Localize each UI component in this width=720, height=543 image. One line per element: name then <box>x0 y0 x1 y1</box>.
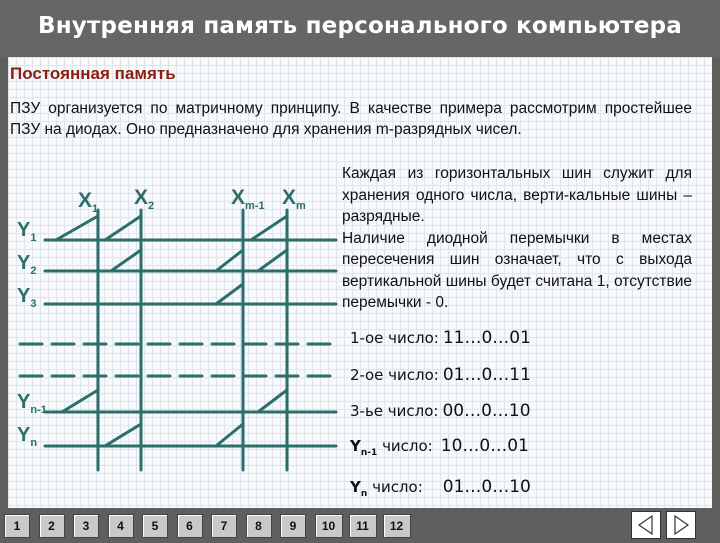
label-x2: $X_2$ <box>134 186 155 212</box>
label-yn: $Y_n$ <box>17 424 38 449</box>
diode <box>216 250 243 271</box>
nav-page-3[interactable]: 3 <box>73 514 99 538</box>
nav-page-11[interactable]: 11 <box>349 514 377 538</box>
diode <box>111 250 141 271</box>
number-label: число: <box>382 437 433 455</box>
number-label-sub: n-1 <box>360 448 378 458</box>
side-paragraph-1: Каждая из горизонтальных шин служит для хранения одного числа, верти-кальные шины – разрядные. <box>342 165 692 225</box>
rom-matrix-diagram <box>10 180 340 480</box>
nav-page-5[interactable]: 5 <box>142 514 168 538</box>
label-y2: $Y_2$ <box>17 252 37 277</box>
number-row-yn <box>350 477 531 499</box>
slide-nav <box>4 514 417 538</box>
number-row-yn-1 <box>350 436 529 458</box>
number-value: 01…0…11 <box>442 365 531 385</box>
number-value: 10…0…01 <box>440 436 529 456</box>
side-paragraph-2: Наличие диодной перемычки в местах пересечения шин означает, что с выхода вертикальной шины будет считана 1, отсутствие перемычки - 0. <box>342 229 692 311</box>
label-y1: $Y_1$ <box>17 219 37 244</box>
number-row-3 <box>350 401 531 421</box>
prev-slide-button[interactable] <box>631 511 661 539</box>
number-label: число: <box>372 478 423 496</box>
next-slide-button[interactable] <box>666 511 696 539</box>
diode <box>105 424 141 446</box>
label-xm-1: $X_{m-1}$ <box>231 186 265 212</box>
diode <box>216 424 243 446</box>
slide-title: Внутренняя память персонального компьютера <box>37 13 683 39</box>
diode <box>56 216 98 240</box>
side-text <box>342 163 692 314</box>
nav-page-7[interactable]: 7 <box>211 514 237 538</box>
number-value: 01…0…10 <box>442 477 531 497</box>
label-xm: $X_m$ <box>282 186 306 212</box>
nav-page-4[interactable]: 4 <box>108 514 134 538</box>
nav-page-2[interactable]: 2 <box>39 514 65 538</box>
nav-page-12[interactable]: 12 <box>383 514 411 538</box>
number-row-1 <box>350 328 531 348</box>
number-row-2 <box>350 365 531 385</box>
number-label-sub: n <box>360 489 368 499</box>
number-label-main: Y <box>350 437 361 455</box>
diode <box>258 250 287 271</box>
label-y3: $Y_3$ <box>17 285 37 310</box>
intro-paragraph: ПЗУ организуется по матричному принципу. В качестве примера рассмотрим простейшее ПЗУ на диодах. Оно предназначено для хранения m-разрядных чисел. <box>10 100 692 138</box>
diode <box>216 284 243 304</box>
label-yn-1: $Y_{n-1}$ <box>17 391 47 416</box>
diode <box>62 390 98 412</box>
diode <box>251 216 287 240</box>
number-value: 00…0…10 <box>442 401 531 421</box>
number-value: 11…0…01 <box>442 328 531 348</box>
number-label: 2-ое число: <box>350 366 439 384</box>
nav-page-8[interactable]: 8 <box>246 514 272 538</box>
number-label-main: Y <box>350 478 361 496</box>
diode <box>105 216 141 240</box>
diode <box>258 390 287 412</box>
section-title: Постоянная память <box>10 64 176 83</box>
label-x1: $X_1$ <box>78 189 99 215</box>
nav-page-9[interactable]: 9 <box>280 514 306 538</box>
nav-page-10[interactable]: 10 <box>315 514 343 538</box>
nav-page-6[interactable]: 6 <box>177 514 203 538</box>
triangle-right-icon <box>667 512 695 538</box>
number-label: 1-ое число: <box>350 329 439 347</box>
nav-page-1[interactable]: 1 <box>4 514 30 538</box>
number-label: 3-ье число: <box>350 402 439 420</box>
triangle-left-icon <box>632 512 660 538</box>
